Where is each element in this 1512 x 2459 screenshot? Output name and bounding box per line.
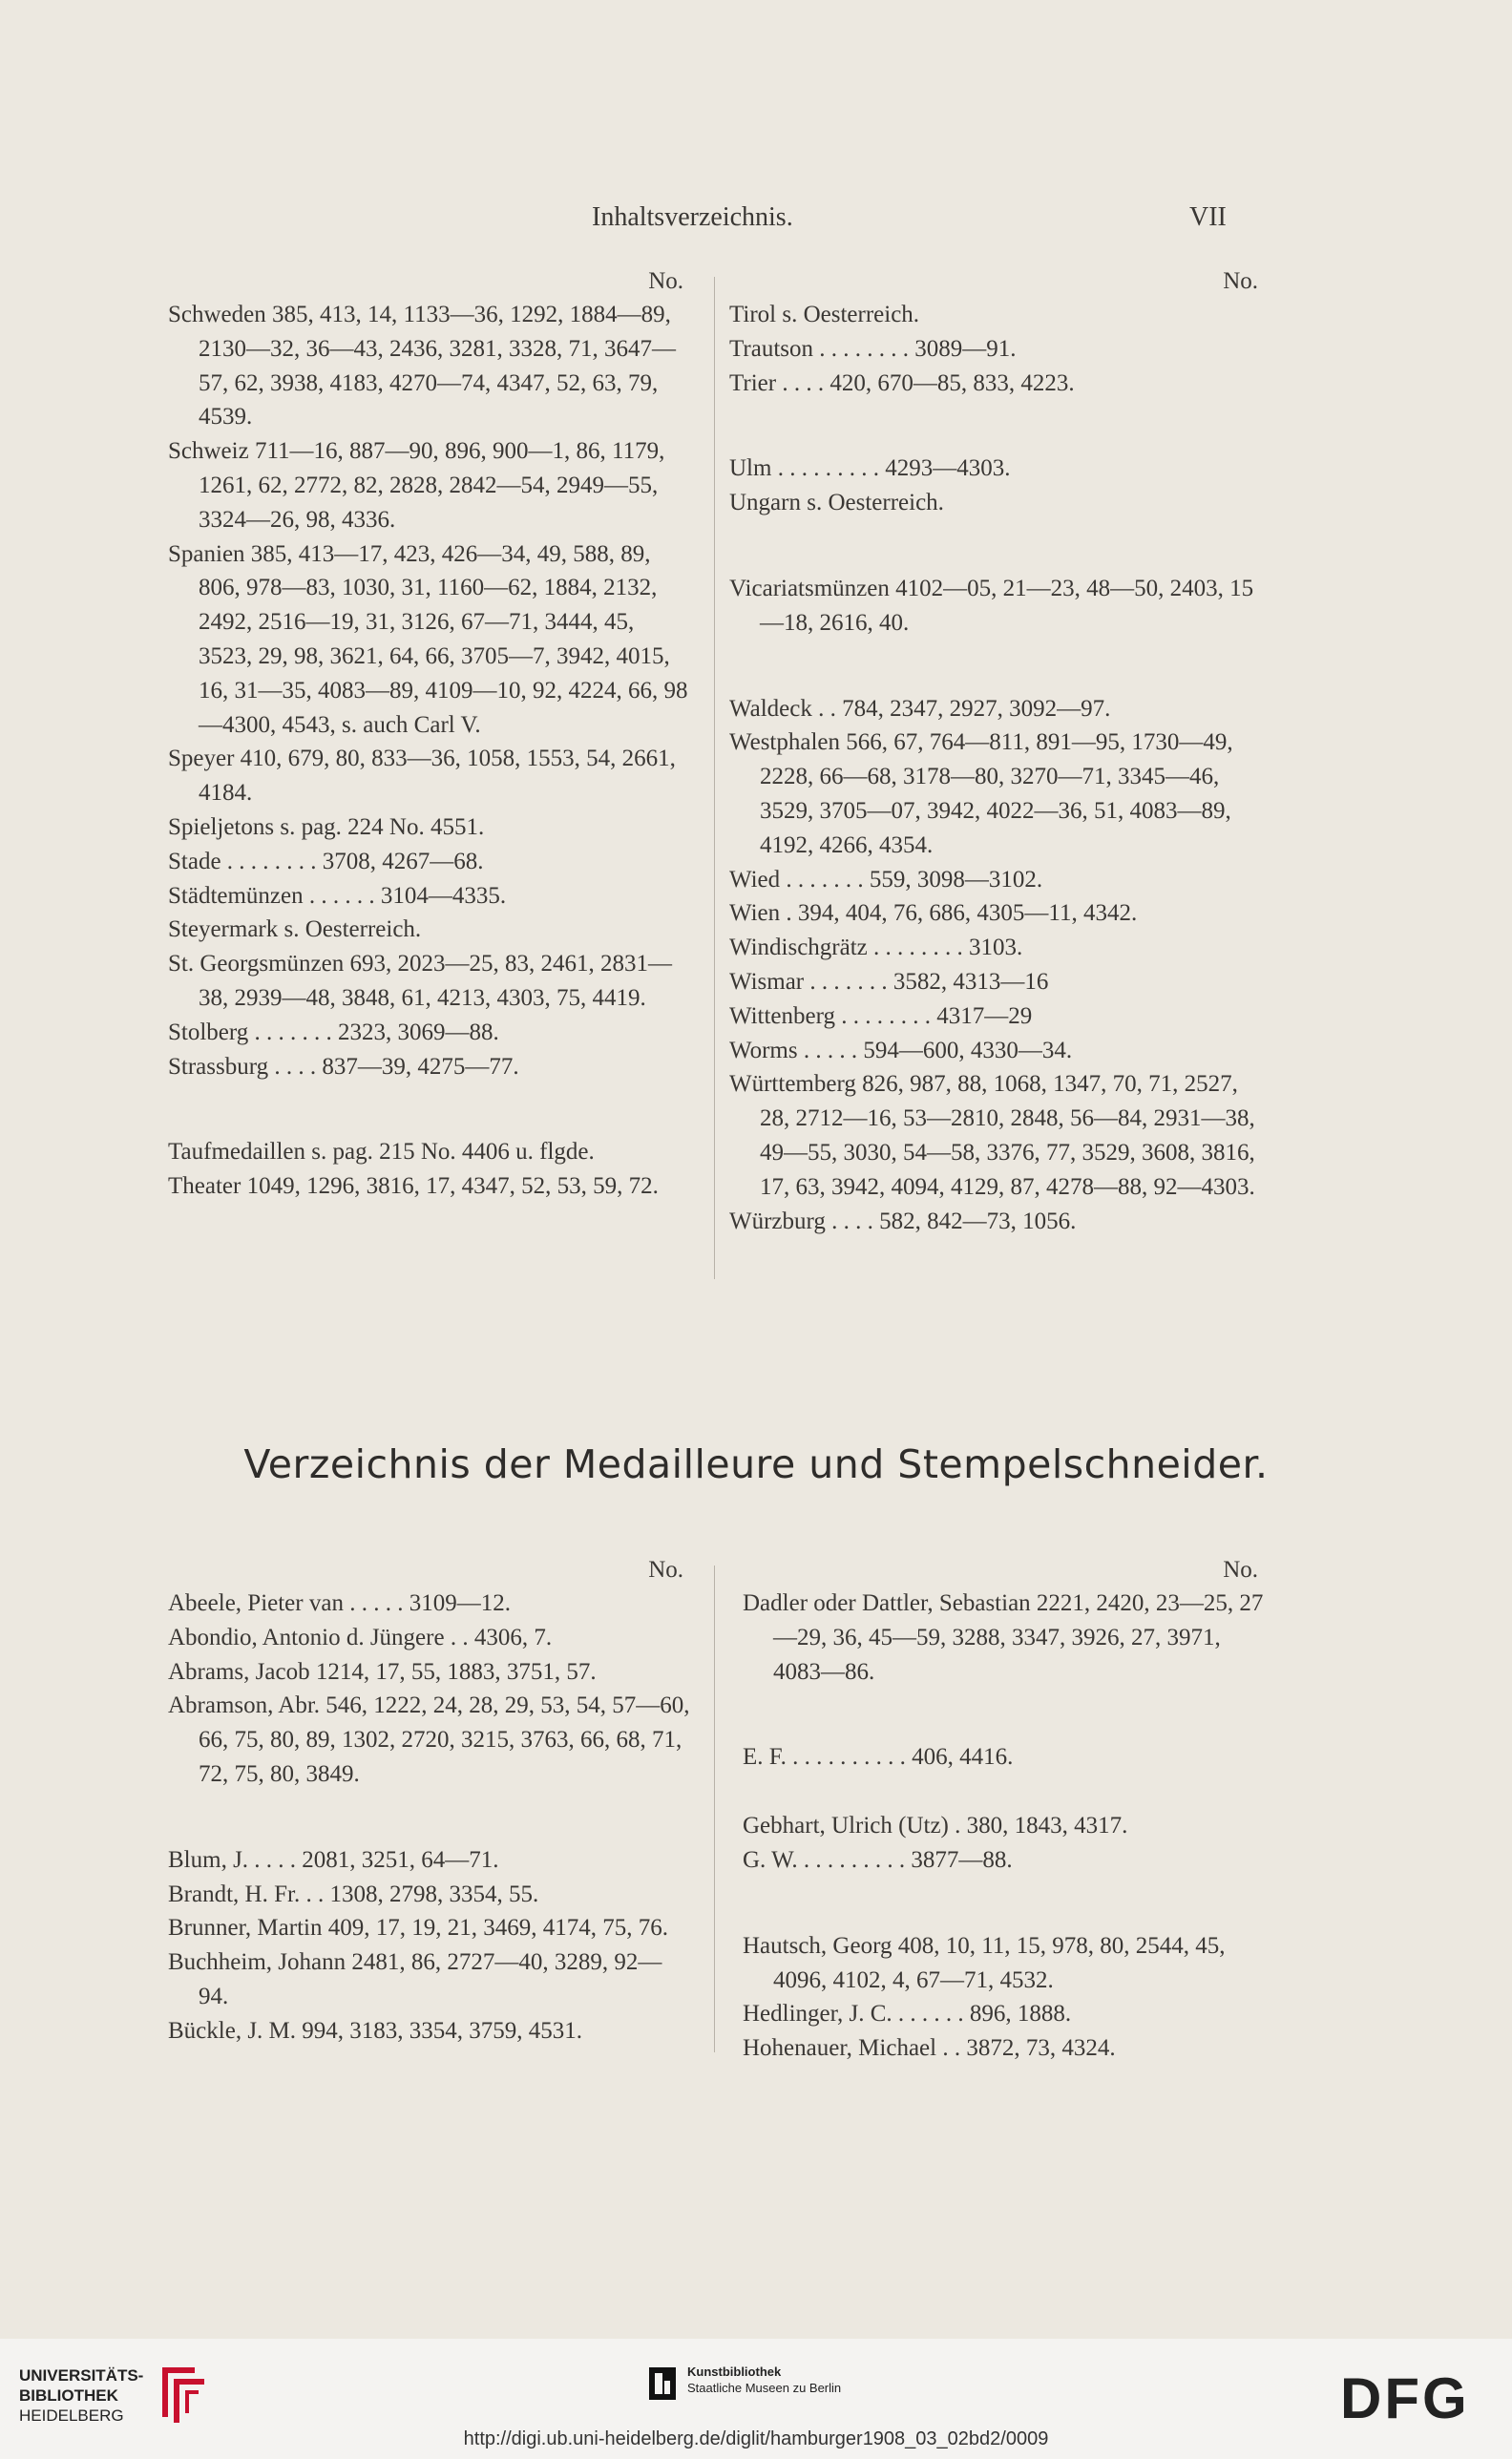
index-column-left [168,265,691,1204]
index-entry: Wien . 394, 404, 76, 686, 4305—11, 4342. [729,900,1138,927]
index-entry: Schweiz 711—16, 887—90, 896, 900—1, 86, 1179, 1261, 62, 2772, 82, 2828, 2842—54, 2949—55, 3324—26, 98, 4336. [168,438,665,533]
column-no-label: No. [648,1557,683,1583]
library-name-line: BIBLIOTHEK [19,2386,118,2405]
index-entry: Windischgrätz . . . . . . . . 3103. [729,935,1023,961]
index-entry: Buchheim, Johann 2481, 86, 2727—40, 3289, 92—94. [168,1949,662,2009]
medailleure-column-left [168,1554,691,2049]
dfg-logo[interactable]: DFG [1340,2366,1470,2430]
index-entry: Schweden 385, 413, 14, 1133—36, 1292, 1884—89, 2130—32, 36—43, 2436, 3281, 3328, 71, 3647—57, 62, 3938, 4183, 4270—74, 4347, 52, 63, 79, 4539. [168,302,676,431]
index-entry: Waldeck . . 784, 2347, 2927, 3092—97. [729,695,1111,722]
index-entry: Vicariatsmünzen 4102—05, 21—23, 48—50, 2403, 15—18, 2616, 40. [729,575,1254,636]
index-column-right [729,265,1266,1238]
index-entry: Abramson, Abr. 546, 1222, 24, 28, 29, 53, 54, 57—60, 66, 75, 80, 89, 1302, 2720, 3215, 3763, 66, 68, 71, 72, 75, 80, 3849. [168,1692,690,1787]
museum-emblem-icon [643,2362,682,2404]
index-entry: Bückle, J. M. 994, 3183, 3354, 3759, 4531. [168,2017,583,2044]
library-logo[interactable] [19,2365,143,2426]
library-name-line: UNIVERSITÄTS- [19,2366,144,2385]
index-entry: G. W. . . . . . . . . . 3877—88. [743,1846,1013,1873]
library-name-line: HEIDELBERG [19,2406,124,2425]
index-entry: Stolberg . . . . . . . 2323, 3069—88. [168,1019,499,1045]
index-entry: Wied . . . . . . . 559, 3098—3102. [729,866,1043,893]
index-entry: Tirol s. Oesterreich. [729,302,920,327]
index-entry: Hohenauer, Michael . . 3872, 73, 4324. [743,2035,1116,2062]
header-title: Inhaltsverzeichnis. [592,202,793,232]
index-entry: Steyermark s. Oesterreich. [168,916,422,943]
index-entry: Gebhart, Ulrich (Utz) . 380, 1843, 4317. [743,1813,1128,1839]
index-entry: Westphalen 566, 67, 764—811, 891—95, 1730—49, 2228, 66—68, 3178—80, 3270—71, 3345—46, 3529, 3705—07, 3942, 4022—36, 51, 4083—89, 4192, 4266, 4354. [729,729,1233,858]
index-entry: Trier . . . . 420, 670—85, 833, 4223. [729,369,1075,396]
index-entry: Würzburg . . . . 582, 842—73, 1056. [729,1208,1077,1234]
index-entry: Strassburg . . . . 837—39, 4275—77. [168,1053,519,1080]
index-entry: Wismar . . . . . . . 3582, 4313—16 [729,968,1049,995]
index-entry: Dadler oder Dattler, Sebastian 2221, 2420, 23—25, 27—29, 36, 45—59, 3288, 3347, 3926, 27, 3971, 4083—86. [743,1590,1264,1685]
running-header [0,202,1512,241]
index-entry: Stade . . . . . . . . 3708, 4267—68. [168,848,484,874]
kb-subtitle: Staatliche Museen zu Berlin [687,2381,842,2395]
footer [0,2339,1512,2459]
index-entry: Abeele, Pieter van . . . . . 3109—12. [168,1590,511,1616]
permalink[interactable]: http://digi.ub.uni-heidelberg.de/diglit/hamburger1908_03_02bd2/0009 [463,2428,1049,2449]
index-entry: Württemberg 826, 987, 88, 1068, 1347, 70, 71, 2527, 28, 2712—16, 53—2810, 2848, 56—84, 2931—38, 49—55, 3030, 54—58, 3376, 77, 3529, 3608, 3816, 17, 63, 3942, 4094, 4129, 87, 4278—88, 92—4303. [729,1071,1255,1200]
index-entry: Hautsch, Georg 408, 10, 11, 15, 978, 80, 2544, 45, 4096, 4102, 4, 67—71, 4532. [743,1932,1226,1993]
column-no-label: No. [648,268,683,294]
index-entry: Trautson . . . . . . . . 3089—91. [729,335,1017,362]
column-no-label: No. [1223,268,1258,294]
index-entry: Brunner, Martin 409, 17, 19, 21, 3469, 4174, 75, 76. [168,1915,668,1942]
page-number: VII [1189,202,1227,232]
index-entry: Abondio, Antonio d. Jüngere . . 4306, 7. [168,1624,553,1650]
library-seal-icon [157,2360,212,2427]
index-entry: Speyer 410, 679, 80, 833—36, 1058, 1553, 54, 2661, 4184. [168,746,676,807]
medailleure-column-right [743,1554,1266,2066]
kb-title: Kunstbibliothek [687,2364,782,2379]
index-entry: Ulm . . . . . . . . . 4293—4303. [729,455,1011,482]
index-entry: Spieljetons s. pag. 224 No. 4551. [168,813,485,840]
index-entry: Worms . . . . . 594—600, 4330—34. [729,1037,1073,1063]
index-entry: Taufmedaillen s. pag. 215 No. 4406 u. flgde. [168,1139,595,1166]
index-entry: E. F. . . . . . . . . . . 406, 4416. [743,1744,1014,1771]
index-entry: Ungarn s. Oesterreich. [729,490,944,516]
section-title: Verzeichnis der Medailleure und Stempelschneider. [243,1441,1269,1487]
column-rule [714,277,715,1279]
index-entry: Hedlinger, J. C. . . . . . . 896, 1888. [743,2001,1072,2028]
index-entry: Wittenberg . . . . . . . . 4317—29 [729,1002,1033,1029]
column-rule [714,1566,715,2052]
index-entry: Abrams, Jacob 1214, 17, 55, 1883, 3751, 57. [168,1658,597,1685]
column-no-label: No. [1223,1557,1258,1583]
index-entry: Spanien 385, 413—17, 423, 426—34, 49, 588, 89, 806, 978—83, 1030, 31, 1160—62, 1884, 2132, 2492, 2516—19, 31, 3126, 67—71, 3444, 45, 3523, 29, 98, 3621, 64, 66, 3705—7, 3942, 4015, 16, 31—35, 4083—89, 4109—10, 92, 4224, 66, 98—4300, 4543, s. auch Carl V. [168,540,688,738]
index-entry: Blum, J. . . . . 2081, 3251, 64—71. [168,1846,499,1873]
index-entry: Brandt, H. Fr. . . 1308, 2798, 3354, 55. [168,1881,539,1907]
index-entry: Städtemünzen . . . . . . 3104—4335. [168,882,507,909]
index-entry: St. Georgsmünzen 693, 2023—25, 83, 2461, 2831—38, 2939—48, 3848, 61, 4213, 4303, 75, 4419. [168,951,672,1011]
index-entry: Theater 1049, 1296, 3816, 17, 4347, 52, 53, 59, 72. [168,1173,659,1200]
